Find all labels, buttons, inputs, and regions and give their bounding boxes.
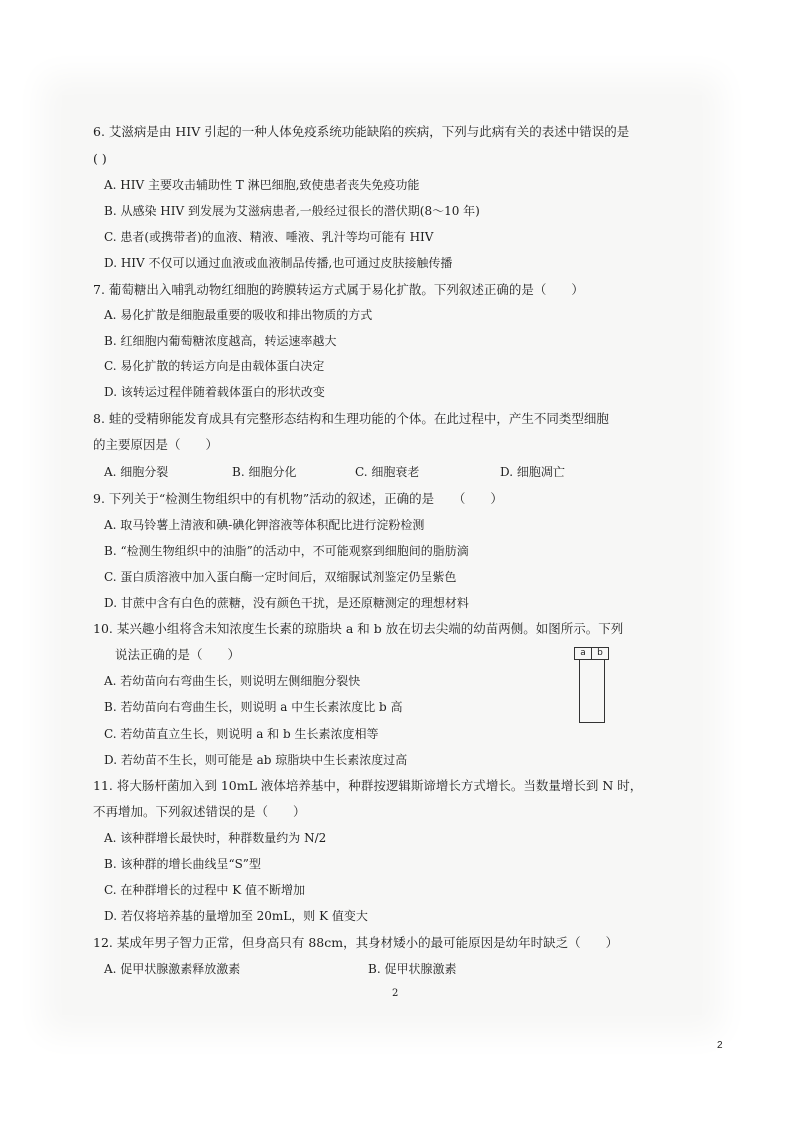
q8-option-c: C. 细胞衰老 — [355, 465, 420, 479]
q8-option-a: A. 细胞分裂 — [104, 465, 169, 479]
q8-option-d: D. 细胞凋亡 — [500, 465, 565, 479]
q12-stem: 12. 某成年男子智力正常，但身高只有 88cm，其身材矮小的最可能原因是幼年时缺乏（ ） — [93, 935, 619, 950]
q6-stem: 6. 艾滋病是由 HIV 引起的一种人体免疫系统功能缺陷的疾病，下列与此病有关的表述中错误的是 — [93, 124, 630, 139]
q11-stem: 11. 将大肠杆菌加入到 10mL 液体培养基中，种群按逻辑斯谛增长方式增长。当数量增长到 N 时， — [93, 778, 643, 793]
q9-option-c: C. 蛋白质溶液中加入蛋白酶一定时间后，双缩脲试剂鉴定仍呈紫色 — [104, 570, 457, 584]
q6-option-a: A. HIV 主要攻击辅助性 T 淋巴细胞,致使患者丧失免疫功能 — [104, 178, 420, 192]
scan-page-number: 2 — [392, 988, 399, 999]
q10-option-b: B. 若幼苗向右弯曲生长，则说明 a 中生长素浓度比 b 高 — [104, 700, 403, 714]
q12-option-a: A. 促甲状腺激素释放激素 — [104, 962, 241, 976]
agar-block-a: a — [574, 647, 592, 660]
q9-stem: 9. 下列关于“检测生物组织中的有机物”活动的叙述，正确的是 （ ） — [93, 491, 503, 506]
q6-option-d: D. HIV 不仅可以通过血液或血液制品传播,也可通过皮肤接触传播 — [104, 256, 453, 270]
q11-option-d: D. 若仅将培养基的量增加至 20mL，则 K 值变大 — [104, 909, 368, 923]
q8-stem: 8. 蛙的受精卵能发育成具有完整形态结构和生理功能的个体。在此过程中，产生不同类型细胞 — [93, 411, 609, 426]
seedling-stem — [579, 660, 605, 723]
q10-option-c: C. 若幼苗直立生长，则说明 a 和 b 生长素浓度相等 — [104, 727, 379, 741]
q7-option-d: D. 该转运过程伴随着载体蛋白的形状改变 — [104, 385, 325, 399]
q11-option-c: C. 在种群增长的过程中 K 值不断增加 — [104, 883, 305, 897]
q11-stem-line2: 不再增加。下列叙述错误的是（ ） — [93, 804, 306, 819]
q10-stem: 10. 某兴趣小组将含未知浓度生长素的琼脂块 a 和 b 放在切去尖端的幼苗两侧。如图所示。下列 — [93, 621, 624, 636]
q9-option-b: B. “检测生物组织中的油脂”的活动中，不可能观察到细胞间的脂肪滴 — [104, 544, 469, 558]
q10-option-d: D. 若幼苗不生长，则可能是 ab 琼脂块中生长素浓度过高 — [104, 753, 408, 767]
q8-option-b: B. 细胞分化 — [232, 465, 297, 479]
q11-option-a: A. 该种群增长最快时，种群数量约为 N/2 — [104, 831, 327, 845]
q8-stem-line2: 的主要原因是（ ） — [93, 437, 219, 452]
q7-option-b: B. 红细胞内葡萄糖浓度越高，转运速率越大 — [104, 334, 337, 348]
agar-block-b: b — [592, 647, 609, 660]
q10-option-a: A. 若幼苗向右弯曲生长，则说明左侧细胞分裂快 — [104, 674, 361, 688]
page-number: 2 — [717, 1040, 723, 1051]
q9-option-a: A. 取马铃薯上清液和碘-碘化钾溶液等体积配比进行淀粉检测 — [104, 518, 425, 532]
agar-blocks — [574, 647, 609, 660]
q11-option-b: B. 该种群的增长曲线呈“S”型 — [104, 857, 261, 871]
q7-stem: 7. 葡萄糖出入哺乳动物红细胞的跨膜转运方式属于易化扩散。下列叙述正确的是（ ） — [93, 282, 584, 297]
q12-option-b: B. 促甲状腺激素 — [368, 962, 457, 976]
q6-bracket: ( ) — [93, 151, 107, 166]
q6-option-b: B. 从感染 HIV 到发展为艾滋病患者,一般经过很长的潜伏期(8～10 年) — [104, 204, 480, 218]
q9-option-d: D. 甘蔗中含有白色的蔗糖，没有颜色干扰，是还原糖测定的理想材料 — [104, 596, 469, 610]
q7-option-c: C. 易化扩散的转运方向是由载体蛋白决定 — [104, 359, 325, 373]
q7-option-a: A. 易化扩散是细胞最重要的吸收和排出物质的方式 — [104, 308, 373, 322]
q10-stem-line2: 说法正确的是（ ） — [115, 647, 241, 662]
seedling-figure — [574, 647, 609, 723]
q6-option-c: C. 患者(或携带者)的血液、精液、唾液、乳汁等均可能有 HIV — [104, 230, 434, 244]
